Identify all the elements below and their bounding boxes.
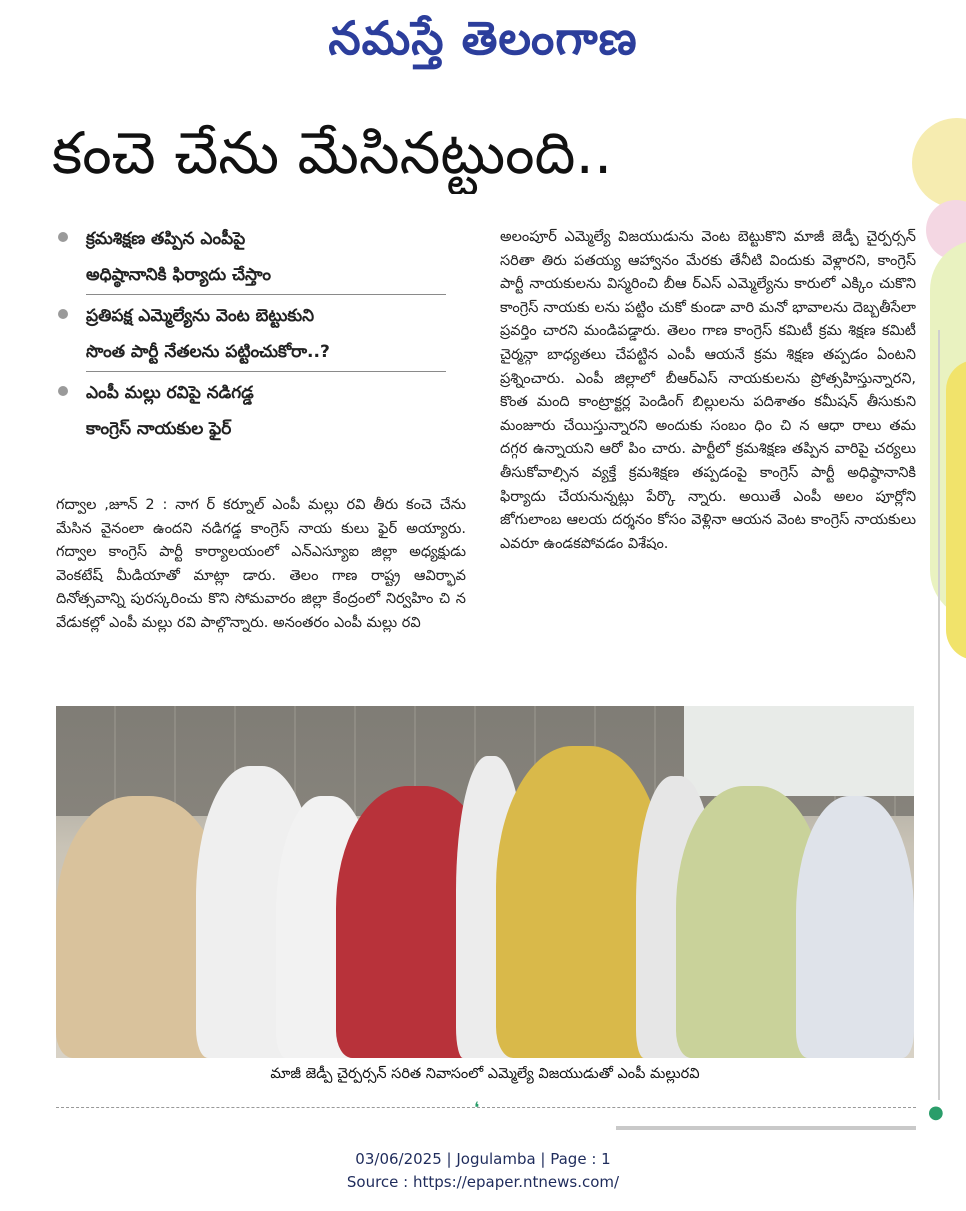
section-divider	[56, 1107, 916, 1108]
next-article-strip	[56, 1122, 916, 1132]
footer-date-line: 03/06/2025 | Jogulamba | Page : 1	[355, 1150, 611, 1168]
bullet-line: ఎంపీ మల్లు రవిపై నడిగడ్డ	[86, 383, 254, 403]
highlight-bullets	[56, 222, 446, 448]
article-column-right	[500, 226, 916, 556]
bullet-line: అధిష్ఠానానికి ఫిర్యాదు చేస్తాం	[86, 258, 446, 295]
photo-person	[796, 796, 914, 1058]
bullet-line: ప్రతిపక్ష ఎమ్మెల్యేను వెంట బెట్టుకుని	[86, 306, 315, 326]
bullet-line: క్రమశిక్షణ తప్పిన ఎంపీపై	[86, 229, 246, 249]
bullet-dot-icon	[58, 309, 68, 319]
quote-mark-icon: ❛	[474, 1098, 480, 1117]
news-photo	[56, 706, 914, 1058]
column-divider	[938, 330, 940, 1100]
bullet-line: కాంగ్రెస్ నాయకుల ఫైర్	[86, 419, 232, 439]
photo-sky	[684, 706, 914, 796]
photo-caption: మాజీ జెడ్పీ చైర్పర్సన్ సరిత నివాసంలో ఎమ్మెల్యే విజయుడుతో ఎంపీ మల్లురవి	[270, 1066, 700, 1082]
article-paragraph: గద్వాల ,జూన్ 2 : నాగ ర్ కర్నూల్ ఎంపీ మల్లు రవి తీరు కంచె చేను మేసిన వైనంలా ఉందని నడిగడ్డ కాంగ్రెస్ నాయ కులు ఫైర్ అయ్యారు. గద్వాల కాంగ్రెస్ పార్టీ కార్యాలయంలో ఎన్ఎస్యూఐ జిల్లా అధ్యక్షుడు వెంకటేష్ మీడియాతో మాట్లా డారు. తెలం గాణ రాష్ట్ర ఆవిర్భావ దినోత్సవాన్ని పురస్కరించు కొని సోమవారం జిల్లా కేంద్రంలో నిర్వహిం చి న వేడుకల్లో ఎంపీ మల్లు రవి పాల్గొన్నారు. అనంతరం ఎంపీ మల్లు రవి	[56, 497, 466, 631]
bullet-dot-icon	[58, 232, 68, 242]
article-paragraph: అలంపూర్ ఎమ్మెల్యే విజయుడును వెంట బెట్టుకొని మాజీ జెడ్పీ చైర్పర్సన్ సరితా తిరు పతయ్య ఆహ్వానం మేరకు తేనీటి విందుకు వెళ్లారని, కాంగ్రెస్ పార్టీ నాయకులను విస్మరించి బీఆ ర్ఎస్ ఎమ్మెల్యేను కారులో ఎక్కిం చుకొని కాంగ్రెస్ నాయకు లను పట్టిం చుకో కుండా వారి మనో భావాలను దెబ్బతీసేలా ప్రవర్తిం చారని మండిపడ్డారు. తెలం గాణ కాంగ్రెస్ కమిటీ క్రమ శిక్షణ కమిటీ చైర్మన్గా బాధ్యతలు చేపట్టిన ఎంపీ ఆయనే క్రమ శిక్షణ తప్పడం ఏంటని ప్రశ్నించారు. ఎంపీ జిల్లాలో బీఆర్ఎస్ నాయకులను ప్రోత్సహిస్తున్నారని, కొంత మంది కాంట్రాక్టర్ల పెండింగ్ బిల్లులను పదిశాతం కమీషన్ తీసుకుని మంజూరు చేయిస్తున్నారని అందుకు సంబం ధిం చి న ఆధా రాలు తమ దగ్గర ఉన్నాయని ఆరో పిం చారు. పార్టీలో క్రమశిక్షణ తప్పిన వారిపై చర్యలు తీసుకోవాల్సిన వ్యక్తే క్రమశిక్షణ తప్పడంపై కాంగ్రెస్ పార్టీ అధిష్ఠానానికి ఫిర్యాదు చేయనున్నట్లు పేర్కొ న్నారు. అయితే ఎంపీ అలం పూర్లోని జోగులాంబ ఆలయ దర్శనం కోసం వెళ్లినా ఆయన వెంట కాంగ్రెస్ నాయకులు ఎవరూ ఉండకపోవడం విశేషం.	[500, 229, 916, 552]
newspaper-masthead: నమస్తే తెలంగాణ	[328, 11, 638, 65]
bullet-line: సొంత పార్టీ నేతలను పట్టించుకోరా..?	[86, 335, 446, 372]
footer-source-line: Source : https://epaper.ntnews.com/	[346, 1173, 620, 1191]
article-headline: కంచె చేను మేసినట్టుంది..	[52, 119, 613, 187]
article-column-left	[56, 494, 466, 636]
decorative-circle-yellow	[912, 118, 966, 208]
bullet-item	[56, 222, 446, 295]
quote-mark-icon: ●	[928, 1102, 944, 1123]
bullet-item	[56, 376, 446, 448]
bullet-dot-icon	[58, 386, 68, 396]
bullet-item	[56, 299, 446, 372]
decorative-arc-yellow	[946, 360, 966, 660]
